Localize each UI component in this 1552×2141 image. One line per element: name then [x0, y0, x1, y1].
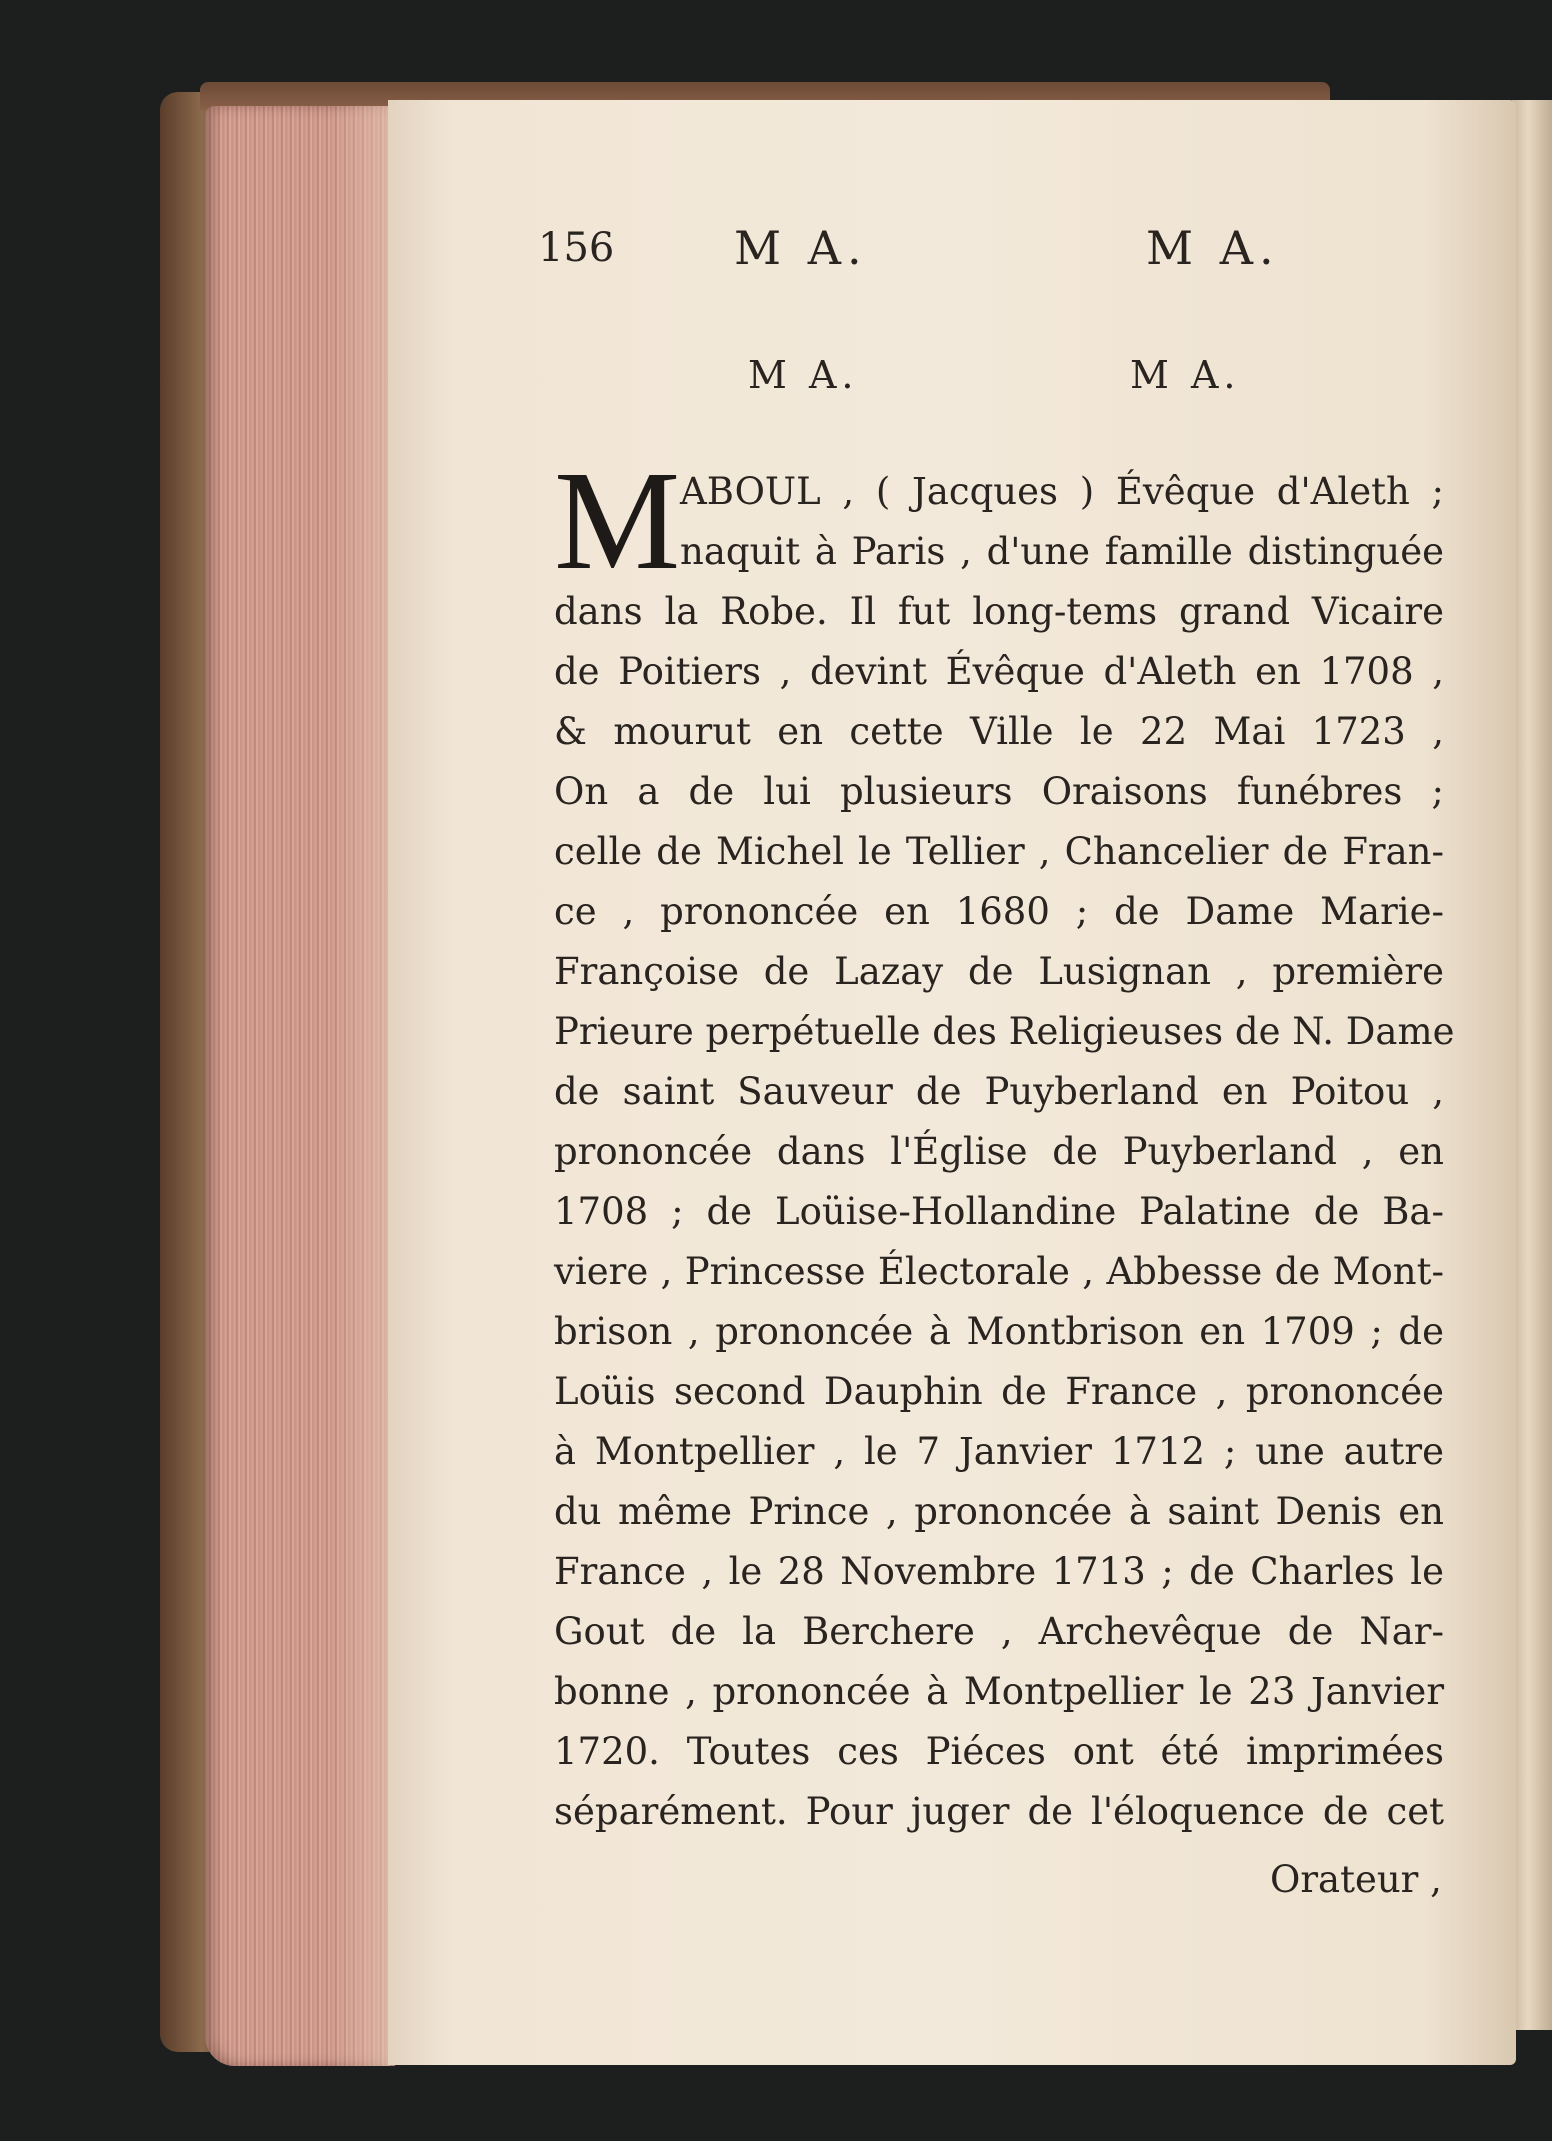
text-line: dans la Robe. Il fut long-tems grand Vicaire — [554, 590, 1444, 633]
text-line: 1720. Toutes ces Piéces ont été imprimées — [554, 1730, 1444, 1773]
text-line: ce , prononcée en 1680 ; de Dame Marie- — [554, 890, 1444, 933]
text-line: bonne , prononcée à Montpellier le 23 Janvier — [554, 1670, 1444, 1713]
section-heading-right: M A. — [1130, 353, 1241, 397]
text-line: à Montpellier , le 7 Janvier 1712 ; une autre — [554, 1430, 1444, 1473]
text-line: séparément. Pour juger de l'éloquence de cet — [554, 1790, 1444, 1833]
catchword: Orateur , — [1270, 1858, 1442, 1901]
running-head-right: M A. — [1146, 221, 1280, 275]
page-number: 156 — [538, 225, 615, 271]
text-line: Françoise de Lazay de Lusignan , première — [554, 950, 1444, 993]
page-edges-shade — [330, 106, 390, 2066]
text-line: Gout de la Berchere , Archevêque de Nar- — [554, 1610, 1444, 1653]
text-line: Loüis second Dauphin de France , prononcée — [554, 1370, 1444, 1413]
text-line: France , le 28 Novembre 1713 ; de Charles le — [554, 1550, 1444, 1593]
text-line: de saint Sauveur de Puyberland en Poitou , — [554, 1070, 1444, 1113]
text-line: & mourut en cette Ville le 22 Mai 1723 , — [554, 710, 1444, 753]
text-line: naquit à Paris , d'une famille distinguée — [680, 530, 1444, 573]
text-line: Prieure perpétuelle des Religieuses de N. Dame — [554, 1010, 1455, 1053]
running-head-left: M A. — [734, 221, 868, 275]
text-line: viere , Princesse Électorale , Abbesse de Mont- — [554, 1250, 1444, 1293]
text-line: ABOUL , ( Jacques ) Évêque d'Aleth ; — [680, 470, 1444, 513]
text-line: 1708 ; de Loüise-Hollandine Palatine de Ba- — [554, 1190, 1444, 1233]
section-heading-left: M A. — [748, 353, 859, 397]
text-line: celle de Michel le Tellier , Chancelier de Fran- — [554, 830, 1444, 873]
text-line: de Poitiers , devint Évêque d'Aleth en 1708 , — [554, 650, 1444, 693]
text-line: prononcée dans l'Église de Puyberland , en — [554, 1130, 1444, 1173]
facing-page-edge — [1512, 100, 1552, 2030]
drop-cap: M — [554, 441, 681, 599]
text-line: brison , prononcée à Montbrison en 1709 ; de — [554, 1310, 1444, 1353]
text-line: du même Prince , prononcée à saint Denis en — [554, 1490, 1444, 1533]
text-line: On a de lui plusieurs Oraisons funébres ; — [554, 770, 1444, 813]
